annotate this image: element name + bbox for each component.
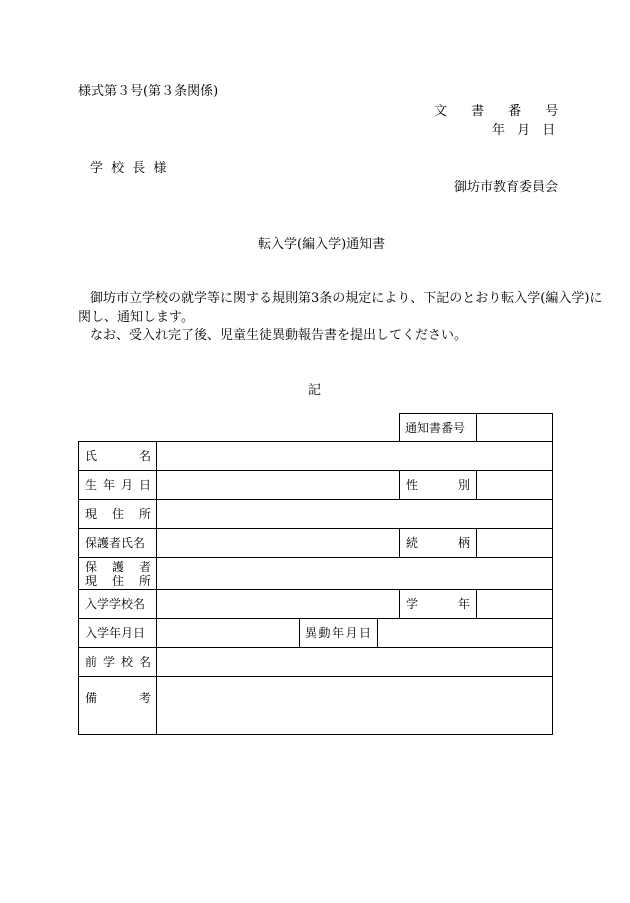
- address-label: [85, 500, 151, 528]
- body-line-3: なお、受入れ完了後、児童生徒異動報告書を提出してください。: [90, 328, 468, 343]
- guardian-address-row: [85, 574, 151, 588]
- school-name-label: [85, 590, 151, 618]
- body-line-1: 御坊市立学校の就学等に関する規則第3条の規定により、下記のとおり転入学(編入学)に: [90, 291, 603, 306]
- table-line: [476, 470, 477, 499]
- label-char: 校: [120, 655, 133, 669]
- notice-number-label: [405, 414, 471, 441]
- table-line: [399, 528, 400, 557]
- grade-label: [406, 590, 470, 618]
- body-line-2: 関し、通知します。: [78, 310, 194, 325]
- label-char: 年: [457, 597, 470, 611]
- table-line: [476, 413, 477, 441]
- guardian-name-text: 保護者氏名: [85, 536, 146, 550]
- form-number: 様式第３号(第３条関係): [78, 84, 219, 99]
- label-char: 備: [85, 691, 98, 705]
- label-char: 月: [345, 626, 358, 640]
- document-title: 転入学(編入学)通知書: [258, 237, 386, 252]
- label-char: 年: [331, 626, 344, 640]
- remarks-label: [85, 691, 151, 711]
- label-char: 学: [102, 655, 115, 669]
- table-line: [552, 413, 553, 735]
- label-char: 月: [120, 478, 133, 492]
- notice-number-text: 通知書番号: [405, 420, 466, 435]
- label-char: 現: [85, 574, 98, 588]
- label-char: 護: [111, 560, 124, 574]
- label-char: 所: [138, 574, 151, 588]
- label-char: 現: [85, 507, 98, 521]
- change-date-label: [305, 619, 371, 647]
- transfer-form-table: [78, 413, 553, 735]
- label-char: 続: [406, 536, 419, 550]
- name-label-char: 名: [138, 449, 151, 463]
- label-char: 異: [305, 626, 318, 640]
- table-line: [476, 528, 477, 557]
- sender-name: 御坊市教育委員会: [454, 180, 559, 195]
- guardian-name-label: [85, 529, 151, 557]
- label-char: 前: [85, 655, 98, 669]
- name-label-char: 氏: [85, 449, 98, 463]
- table-line: [476, 589, 477, 618]
- name-label: [85, 442, 151, 470]
- label-char: 考: [138, 691, 151, 705]
- table-line: [399, 413, 400, 441]
- guardian-row: [85, 560, 151, 574]
- document-number-text: 文 書 番 号: [434, 104, 559, 119]
- label-char: 性: [406, 478, 419, 492]
- table-line: [399, 470, 400, 499]
- entry-date-text: 入学年月日: [85, 626, 146, 640]
- label-char: 動: [318, 626, 331, 640]
- gender-label: [406, 471, 470, 499]
- label-char: 日: [358, 626, 371, 640]
- label-char: 年: [102, 478, 115, 492]
- birthdate-label: [85, 471, 151, 499]
- label-char: 住: [111, 507, 124, 521]
- table-line: [377, 618, 378, 647]
- table-line: [78, 441, 79, 735]
- label-char: 保: [85, 560, 98, 574]
- label-char: 名: [138, 655, 151, 669]
- school-name-text: 入学学校名: [85, 597, 146, 611]
- relation-label: [406, 529, 470, 557]
- date-label: 年 月 日: [492, 123, 556, 138]
- label-char: 所: [138, 507, 151, 521]
- table-line: [156, 441, 157, 735]
- table-line: [78, 734, 553, 735]
- document-number-label: [434, 100, 559, 119]
- previous-school-label: [85, 648, 151, 676]
- table-line: [78, 676, 553, 677]
- table-line: [299, 618, 300, 647]
- label-char: 学: [406, 597, 419, 611]
- label-char: 住: [111, 574, 124, 588]
- label-char: 別: [457, 478, 470, 492]
- guardian-address-label: [85, 558, 151, 589]
- label-char: 柄: [457, 536, 470, 550]
- recipient-label: 学 校 長 様: [90, 161, 167, 176]
- entry-date-label: [85, 619, 151, 647]
- label-char: 生: [85, 478, 98, 492]
- label-char: 日: [138, 478, 151, 492]
- table-line: [399, 589, 400, 618]
- label-char: 者: [138, 560, 151, 574]
- ki-label: 記: [308, 383, 322, 398]
